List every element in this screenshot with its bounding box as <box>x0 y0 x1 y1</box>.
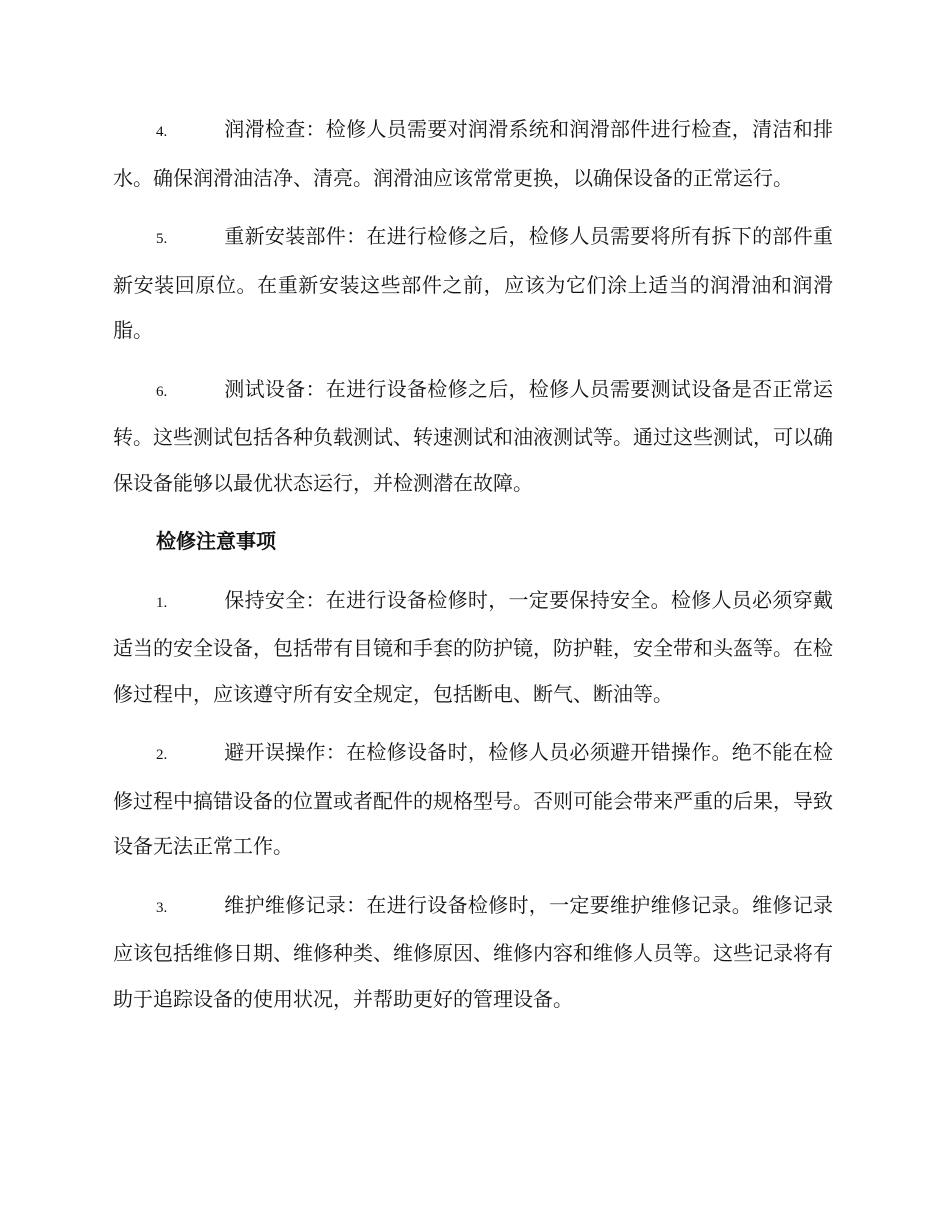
list-item <box>113 883 833 1023</box>
list-item <box>113 578 833 718</box>
list-item-text: 润滑检查：检修人员需要对润滑系统和润滑部件进行检查，清洁和排水。确保润滑油洁净、清亮。润滑油应该常常更换，以确保设备的正常运行。 <box>113 117 833 190</box>
list-item-number: 1. <box>156 594 168 611</box>
list-item-text: 维护维修记录：在进行设备检修时，一定要维护维修记录。维修记录应该包括维修日期、维修种类、维修原因、维修内容和维修人员等。这些记录将有助于追踪设备的使用状况，并帮助更好的管理设备。 <box>113 892 833 1011</box>
list-item-number: 2. <box>156 747 168 763</box>
list-item <box>113 367 833 507</box>
document-body <box>113 107 833 1035</box>
list-item-text: 保持安全：在进行设备检修时，一定要保持安全。检修人员必须穿戴适当的安全设备，包括带有目镜和手套的防护镜，防护鞋，安全带和头盔等。在检修过程中，应该遵守所有安全规定，包括断电、断气、断油等。 <box>113 587 833 706</box>
list-item <box>113 107 833 201</box>
section-heading: 检修注意事项 <box>156 529 276 553</box>
list-item-number: 5. <box>156 231 168 247</box>
list-item-text: 测试设备：在进行设备检修之后，检修人员需要测试设备是否正常运转。这些测试包括各种负载测试、转速测试和油液测试等。通过这些测试，可以确保设备能够以最优状态运行，并检测潜在故障。 <box>113 376 833 495</box>
list-item <box>113 214 833 354</box>
list-item-text: 重新安装部件：在进行检修之后，检修人员需要将所有拆下的部件重新安装回原位。在重新安装这些部件之前，应该为它们涂上适当的润滑油和润滑脂。 <box>113 224 833 342</box>
list-item <box>113 730 833 870</box>
list-item-number: 4. <box>156 124 168 140</box>
list-item-number: 6. <box>156 383 168 400</box>
list-item-text: 避开误操作：在检修设备时，检修人员必须避开错操作。绝不能在检修过程中搞错设备的位置或者配件的规格型号。否则可能会带来严重的后果，导致设备无法正常工作。 <box>113 740 833 858</box>
list-item-number: 3. <box>156 899 168 916</box>
